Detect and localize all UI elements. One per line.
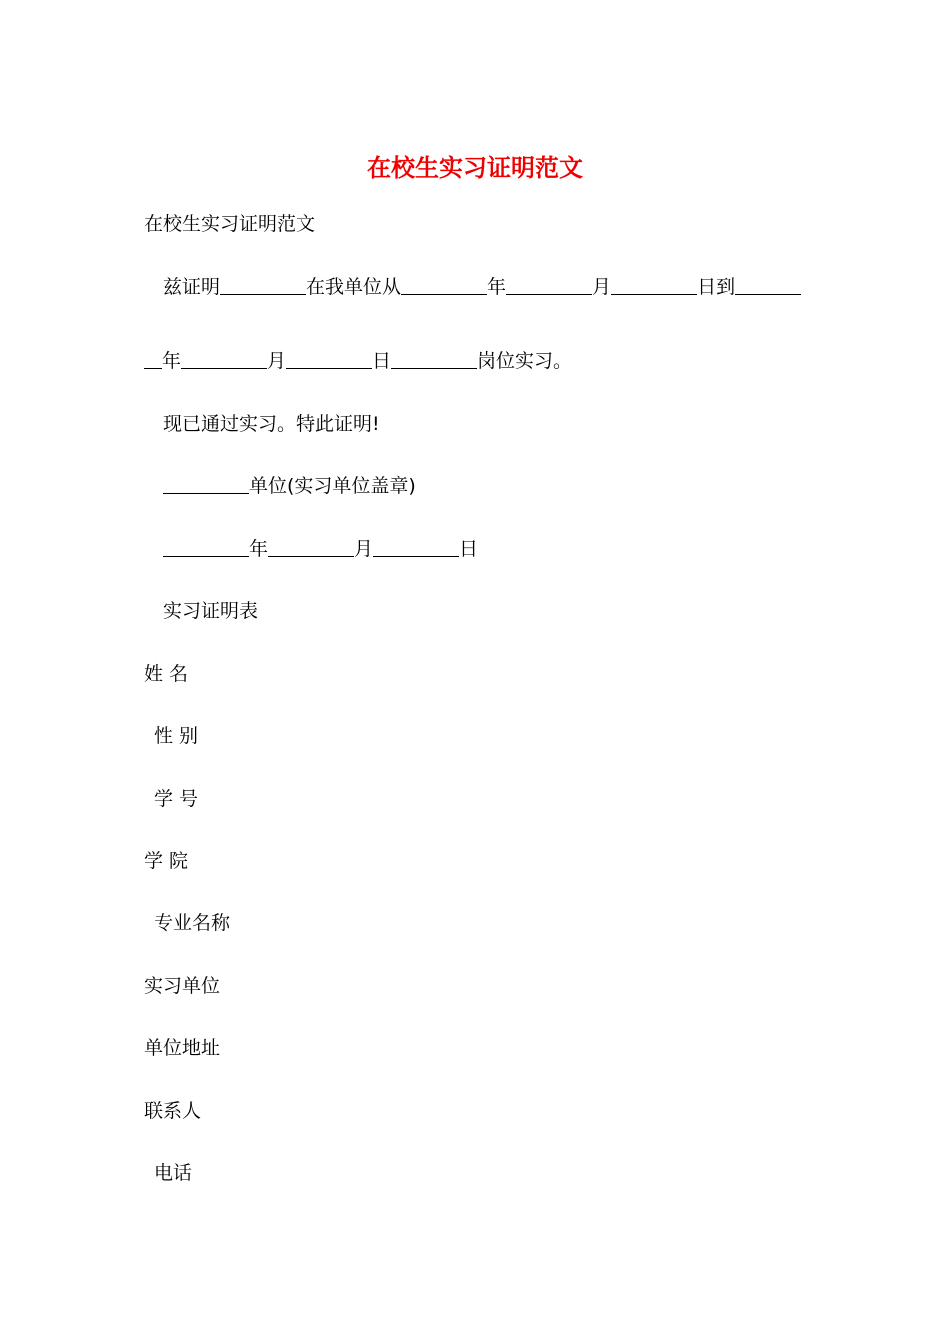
blank-start-year [401, 293, 487, 295]
date-year-label: 年 [249, 538, 269, 560]
field-student-id: 学 号 [154, 788, 199, 810]
blank-date-month [268, 555, 354, 557]
certify-text-8: 日 [372, 350, 392, 372]
field-major: 专业名称 [154, 912, 231, 934]
passed-statement: 现已通过实习。特此证明! [163, 413, 380, 435]
certify-text-6: 年 [162, 350, 182, 372]
blank-position [391, 367, 477, 369]
blank-name [220, 293, 306, 295]
document-title: 在校生实习证明范文 [367, 153, 583, 182]
blank-end-day [286, 367, 372, 369]
field-gender: 性 别 [154, 725, 199, 747]
blank-end-year-part2 [144, 367, 162, 369]
field-internship-unit: 实习单位 [144, 975, 221, 997]
blank-end-year-part1 [735, 293, 801, 295]
certify-line-2 [144, 348, 572, 374]
stamp-text: 单位(实习单位盖章) [249, 475, 416, 497]
certify-text-9: 岗位实习。 [477, 350, 573, 372]
certify-text-3: 年 [487, 276, 507, 298]
certify-text-7: 月 [267, 350, 287, 372]
blank-date-year [163, 555, 249, 557]
table-title: 实习证明表 [163, 600, 259, 622]
field-phone: 电话 [154, 1162, 193, 1184]
certify-text-5: 日到 [697, 276, 736, 298]
blank-start-month [506, 293, 592, 295]
certify-line-1 [163, 274, 801, 300]
blank-unit [163, 492, 249, 494]
document-subtitle: 在校生实习证明范文 [144, 213, 316, 235]
blank-end-month [181, 367, 267, 369]
date-month-label: 月 [354, 538, 374, 560]
blank-start-day [611, 293, 697, 295]
date-day-label: 日 [459, 538, 479, 560]
field-unit-address: 单位地址 [144, 1037, 221, 1059]
field-name: 姓 名 [144, 663, 189, 685]
field-college: 学 院 [144, 850, 189, 872]
certify-text-4: 月 [592, 276, 612, 298]
certify-text-1: 兹证明 [163, 276, 221, 298]
stamp-line [163, 473, 416, 499]
blank-date-day [373, 555, 459, 557]
date-line [163, 536, 478, 562]
certify-text-2: 在我单位从 [306, 276, 402, 298]
field-contact: 联系人 [144, 1100, 202, 1122]
